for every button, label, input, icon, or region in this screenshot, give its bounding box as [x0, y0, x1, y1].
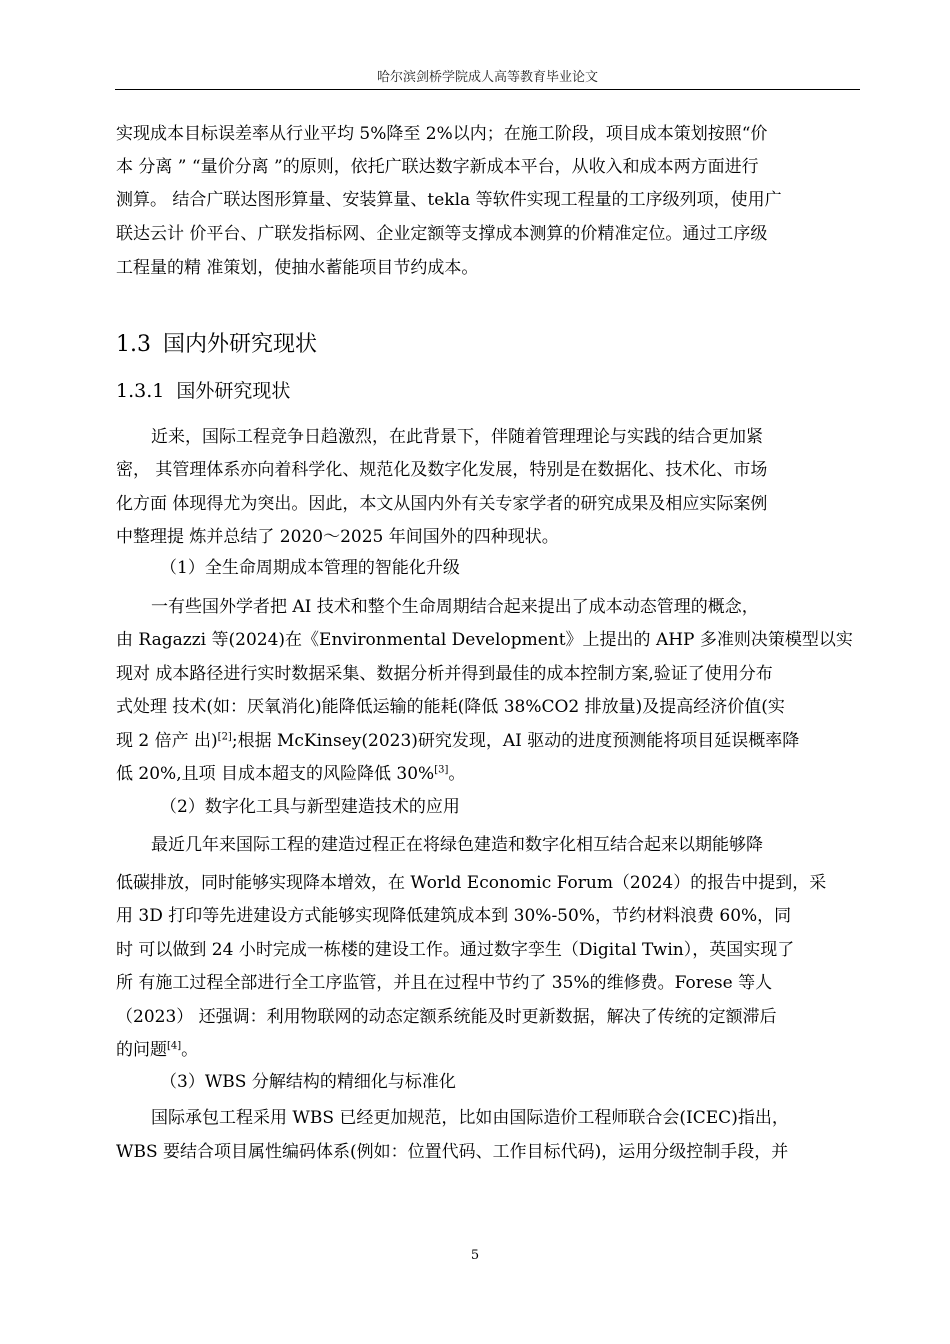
intro-line: 联达云计 价平台、广联发指标网、企业定额等支撑成本测算的价精准定位。通过工序级 [116, 224, 768, 244]
body-line: （2023） 还强调：利用物联网的动态定额系统能及时更新数据，解决了传统的定额滞后 [116, 1007, 777, 1027]
body-line: 一有些国外学者把 AI 技术和整个生命周期结合起来提出了成本动态管理的概念， [151, 597, 759, 617]
body-line: 用 3D 打印等先进建设方式能够实现降低建筑成本到 30%-50%，节约材料浪费 60%，同 [116, 906, 792, 926]
body-line: 低碳排放，同时能够实现降本增效，在 World Economic Forum（2024）的报告中提到，采 [116, 873, 827, 893]
body-line: 近来，国际工程竞争日趋激烈，在此背景下，伴随着管理理论与实践的结合更加紧 [151, 427, 763, 447]
body-line: WBS 要结合项目属性编码体系(例如：位置代码、工作目标代码)，运用分级控制手段，并 [116, 1142, 789, 1162]
list-heading: （1）全生命周期成本管理的智能化升级 [160, 558, 460, 578]
page-number: 5 [470, 1248, 480, 1263]
intro-line: 实现成本目标误差率从行业平均 5%降至 2%以内；在施工阶段，项目成本策划按照“价 [116, 124, 768, 144]
subsection-title: 国外研究现状 [176, 380, 291, 402]
body-line: 最近几年来国际工程的建造过程正在将绿色建造和数字化相互结合起来以期能够降 [151, 835, 763, 855]
list-heading: （2）数字化工具与新型建造技术的应用 [160, 797, 460, 817]
citation: [3] [434, 764, 449, 776]
running-header: 哈尔滨剑桥学院成人高等教育毕业论文 [376, 70, 598, 85]
list-heading: （3）WBS 分解结构的精细化与标准化 [160, 1072, 456, 1092]
section-number: 1.3 [116, 332, 151, 357]
body-line: 国际承包工程采用 WBS 已经更加规范，比如由国际造价工程师联合会(ICEC)指出， [151, 1108, 789, 1128]
body-line: 化方面 体现得尤为突出。因此，本文从国内外有关专家学者的研究成果及相应实际案例 [116, 494, 768, 514]
body-line: 由 Ragazzi 等(2024)在《Environmental Development》上提出的 AHP 多准则决策模型以实 [116, 630, 853, 650]
intro-line: 工程量的精 准策划，使抽水蓄能项目节约成本。 [116, 258, 479, 278]
subsection-heading [116, 380, 290, 402]
subsection-number: 1.3.1 [116, 380, 165, 402]
body-line: 式处理 技术(如：厌氧消化)能降低运输的能耗(降低 38%CO2 排放量)及提高经济价值(实 [116, 697, 785, 717]
intro-line: 测算。 结合广联达图形算量、安装算量、tekla 等软件实现工程量的工序级列项，使用广 [116, 190, 782, 210]
section-heading [116, 332, 317, 358]
body-line: 低 20%,且项 目成本超支的风险降低 30%[3]。 [116, 764, 466, 784]
header-divider [115, 89, 860, 90]
citation: [4] [167, 1040, 182, 1052]
body-line: 中整理提 炼并总结了 2020～2025 年间国外的四种现状。 [116, 527, 559, 547]
body-line: 现 2 倍产 出)[2];根据 McKinsey(2023)研究发现，AI 驱动的进度预测能将项目延误概率降 [116, 731, 800, 751]
intro-line: 本 分离 ” “量价分离 ”的原则，依托广联达数字新成本平台，从收入和成本两方面进行 [116, 157, 759, 177]
body-line: 密， 其管理体系亦向着科学化、规范化及数字化发展，特别是在数据化、技术化、市场 [116, 460, 768, 480]
body-line: 现对 成本路径进行实时数据采集、数据分析并得到最佳的成本控制方案,验证了使用分布 [116, 664, 773, 684]
citation: [2] [217, 731, 232, 743]
body-line: 所 有施工过程全部进行全工序监管，并且在过程中节约了 35%的维修费。Forese 等人 [116, 973, 773, 993]
body-line: 时 可以做到 24 小时完成一栋楼的建设工作。通过数字孪生（Digital Twin），英国实现了 [116, 940, 795, 960]
section-title: 国内外研究现状 [163, 332, 318, 357]
body-line: 的问题[4]。 [116, 1040, 199, 1060]
